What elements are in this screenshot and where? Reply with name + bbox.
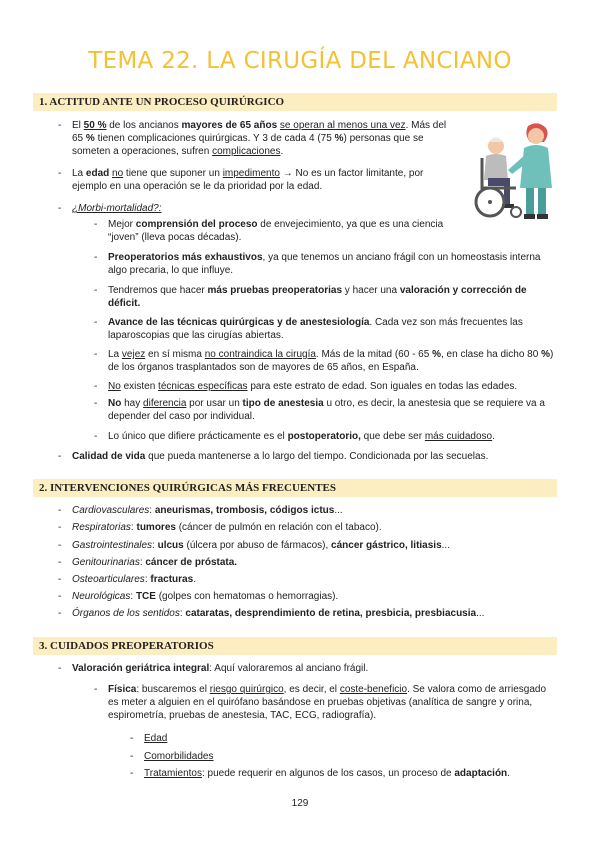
list-item: - Neurológicas: TCE (golpes con hematomas o hemorragias). xyxy=(58,591,339,602)
list-item: - Órganos de los sentidos: cataratas, desprendimiento de retina, presbicia, presbiacusia... xyxy=(58,608,485,619)
sub-bullet-7: - No hay diferencia por usar un tipo de anestesia u otro, es decir, la anestesia que se requiere va a depender del caso por individual. xyxy=(94,398,545,423)
sub-bullet-1: - Mejor comprensión del proceso de envejecimiento, ya que es una ciencia “joven” (lleva pocas décadas). xyxy=(94,219,444,244)
sub-bullet-6: - No existen técnicas específicas para este estrato de edad. Son iguales en todas las edades. xyxy=(94,381,518,392)
sub-bullet-3: - Tendremos que hacer más pruebas preoperatorias y hacer una valoración y corrección de déficit. xyxy=(94,285,527,310)
page-number: 129 xyxy=(291,798,309,809)
list-item-tratamientos: - Tratamientos: puede requerir en algunos de los casos, un proceso de adaptación. xyxy=(130,768,510,779)
list-item: - Gastrointestinales: ulcus (úlcera por abuso de fármacos), cáncer gástrico, litiasis... xyxy=(58,540,450,551)
sub-bullet-5: - La vejez en sí misma no contraindica la cirugía. Más de la mitad (60 - 65 %, en clase ha dicho 80 %) de los órganos trasplantados son de mayores de 65 años, en España. xyxy=(94,349,554,374)
list-item: - Cardiovasculares: aneurismas, trombosis, códigos ictus... xyxy=(58,505,343,516)
sub-bullet-4: - Avance de las técnicas quirúrgicas y de anestesiología. Cada vez son más frecuentes las laparoscopias que las cirugías abiertas. xyxy=(94,317,523,342)
sub-bullet-fisica: - Física: buscaremos el riesgo quirúrgico, es decir, el coste-beneficio. Se valora como de arriesgado es meter a alguien en el quirófano basándose en pruebas objetivas (analítica de sangre y orina, espirometría, pruebas de anestesia, TAC, ECG, radiografía). xyxy=(94,684,547,722)
page-title: TEMA 22. LA CIRUGÍA DEL ANCIANO xyxy=(88,48,512,74)
list-item-comorbilidades: - Comorbilidades xyxy=(130,751,214,762)
section-heading-1: 1. ACTITUD ANTE UN PROCESO QUIRÚRGICO xyxy=(33,93,557,111)
list-item: - Genitourinarias: cáncer de próstata. xyxy=(58,557,238,568)
bullet-2: - La edad no tiene que suponer un impedimento → No es un factor limitante, por ejemplo en una operación se le da prioridad por la edad. xyxy=(58,168,424,193)
bullet-3: - ¿Morbi-mortalidad?: xyxy=(58,203,162,214)
bullet-1: - El 50 % de los ancianos mayores de 65 años se operan al menos una vez. Más del 65 % tienen complicaciones quirúrgicas. Y 3 de cada 4 (75 %) personas que se someten a operaciones, sufren complicaciones. xyxy=(58,120,447,158)
list-item-edad: - Edad xyxy=(130,733,168,744)
sub-bullet-8: - Lo único que difiere prácticamente es el postoperatorio, que debe ser más cuidadoso. xyxy=(94,431,495,442)
bullet-4: - Calidad de vida que pueda mantenerse a lo largo del tiempo. Condicionada por las secuelas. xyxy=(58,451,489,462)
bullet-valoracion: - Valoración geriátrica integral: Aquí valoraremos al anciano frágil. xyxy=(58,663,369,674)
nurse-wheelchair-illustration xyxy=(470,118,560,223)
list-item: - Osteoarticulares: fracturas. xyxy=(58,574,196,585)
section-heading-2: 2. INTERVENCIONES QUIRÚRGICAS MÁS FRECUENTES xyxy=(33,479,557,497)
section-heading-3: 3. CUIDADOS PREOPERATORIOS xyxy=(33,637,557,655)
list-item: - Respiratorias: tumores (cáncer de pulmón en relación con el tabaco). xyxy=(58,522,382,533)
sub-bullet-2: - Preoperatorios más exhaustivos, ya que tenemos un anciano frágil con un homeostasis interna algo precaria, lo que influye. xyxy=(94,252,541,277)
